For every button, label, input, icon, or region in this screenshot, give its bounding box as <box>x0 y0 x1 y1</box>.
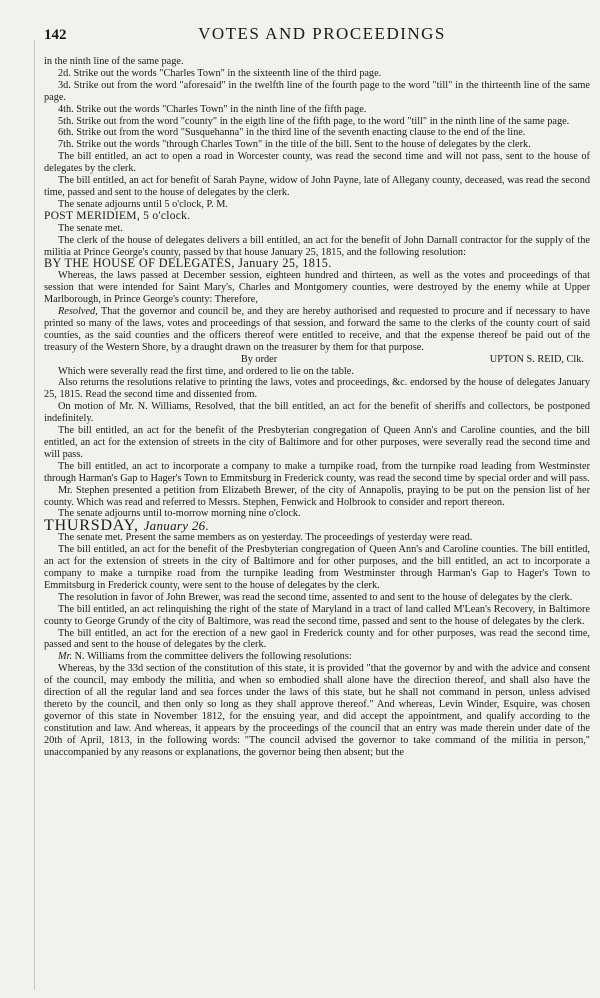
paragraph: The bill entitled, an act relinquishing the right of the state of Maryland in a tract of land called M'Lean's Recovery, in Baltimore county to George Grundy of the city of Baltimore, was read the second time, passed and sent to the house of delegates by the clerk. <box>44 603 590 627</box>
paragraph: The senate met. <box>58 222 123 234</box>
paragraph: The clerk of the house of delegates delivers a bill entitled, an act for the benefit of John Darnall contractor for the supply of the militia at Prince George's county, passed by that house January 25, 1815, and the following resolution: <box>44 234 590 258</box>
paragraph <box>44 651 590 663</box>
running-head: VOTES AND PROCEEDINGS <box>198 24 446 43</box>
paragraph: The bill entitled, an act to open a road in Worcester county, was read the second time and will not pass, sent to the house of delegates by the clerk. <box>44 151 590 175</box>
paragraph: The bill entitled, an act for the benefit of the Presbyterian congregation of Queen Ann's and Caroline counties. The bill entitled, an act for the extension of streets in the city of Baltimore and for other purposes, and the bill entitled, an act to incorporate a company to make a turnpike road from the turnpike leading from Westminster through Harman's Gap to Hager's Town to Emmitsburg in Frederick county, were sent to the house of delegates by the clerk. <box>44 544 590 591</box>
day-heading <box>44 517 590 535</box>
mr-lead: Mr. <box>58 651 73 663</box>
post-meridiem-heading: POST MERIDIEM, 5 o'clock. <box>44 209 191 222</box>
paragraph: in the ninth line of the same page. <box>44 56 184 67</box>
paragraph: The bill entitled, an act for benefit of Sarah Payne, widow of John Payne, late of Allegany county, deceased, was read the second time, passed and sent to the house of delegates by the clerk. <box>44 175 590 198</box>
paragraph: Whereas, by the 33d section of the constitution of this state, it is provided "that the governor by and with the advice and consent of the council, may embody the militia, and when so embodied shall alone have the direction thereof, and shall also have the direction of all the regular land and sea forces under the laws of this state, but he shall not command in person, unless advised thereto by the council, and then only so long as they shall approve thereof." And whereas, Levin Winder, Esquire, was chosen governor of this state in November 1812, for the ensuing year, and did accept the appointment, and qualify according to the constitution and law. And whereas, it appears by the proceedings of the council that an entry was made therein under date of the 20th of April, 1813, in the following words: "The council advised the governor to take command of the militia in person," unaccompanied by any reasons or explanations, the governor being then absent; but the <box>44 663 590 758</box>
day-date: January 26. <box>143 518 210 534</box>
committee-text: N. Williams from the committee delivers the following resolutions: <box>72 651 352 663</box>
paragraph: 5th. Strike out from the word "county" in the eigth line of the fifth page, to the word "till" in the ninth line of the same page. <box>58 115 570 127</box>
paragraph: Which were severally read the first time, and ordered to lie on the table. <box>58 365 354 377</box>
paragraph: On motion of Mr. N. Williams, Resolved, that the bill entitled, an act for the benefit of sheriffs and collectors, be postponed indefinitely. <box>44 401 590 425</box>
resolved-lead: Resolved, <box>58 306 98 318</box>
paragraph: The senate met. Present the same members as on yesterday. The proceedings of yesterday were read. <box>58 532 473 544</box>
paragraph: 3d. Strike out from the word "aforesaid" in the twelfth line of the fourth page to the word "till" in the thirteenth line of the same page. <box>44 79 590 103</box>
paragraph: Mr. Stephen presented a petition from Elizabeth Brewer, of the city of Annapolis, praying to be put on the pension list of her county. Which was read and referred to Messrs. Stephen, Fenwick and Holbrook to consider and report thereon. <box>44 484 590 508</box>
paragraph: Whereas, the laws passed at December session, eighteen hundred and thirteen, as well as the votes and proceedings of that session that were intended for Saint Mary's, Charles and Montgomery counties, were destroyed by the enemy while at Upper Marlborough, in Prince George's county: Therefore, <box>44 270 590 306</box>
paragraph: The senate adjourns until 5 o'clock, P. M. <box>58 198 229 210</box>
signature-by-order: By order <box>240 353 278 365</box>
paragraph: The resolution in favor of John Brewer, was read the second time, assented to and sent to the house of delegates by the clerk. <box>58 591 573 603</box>
house-of-delegates-heading: BY THE HOUSE OF DELEGATES, January 25, 1815. <box>44 256 332 271</box>
signature-line <box>44 354 590 366</box>
paragraph: 6th. Strike out from the word "Susquehanna" in the third line of the seventh enacting clause to the end of the line. <box>58 127 526 139</box>
gutter-shadow <box>34 40 35 990</box>
paragraph: The bill entitled, an act for the erection of a new gaol in Frederick county and for other purposes, was read the second time, passed and sent to the house of delegates by the clerk. <box>44 627 590 651</box>
paragraph: The bill entitled, an act for the benefit of the Presbyterian congregation of Queen Ann's and Caroline counties, and the bill entitled, an act for the extension of streets in the city of Baltimore and for other purposes, were severally read the second time and will pass. <box>44 425 590 460</box>
paragraph: The bill entitled, an act to incorporate a company to make a turnpike road, from the turnpike road leading from Westminster through Harman's Gap to Hager's Town to Emmitsburg in Frederick county, was read the second time by special order and will pass. <box>44 460 590 484</box>
page-body <box>44 56 590 758</box>
day-name: THURSDAY, <box>44 517 139 535</box>
signature-name: UPTON S. REID, Clk. <box>489 353 584 365</box>
paragraph: 2d. Strike out the words "Charles Town" in the sixteenth line of the third page. <box>58 67 382 79</box>
paragraph: 4th. Strike out the words "Charles Town" in the ninth line of the fifth page. <box>58 103 367 115</box>
paragraph: 7th. Strike out the words "through Charles Town" in the title of the bill. Sent to the house of delegates by the clerk. <box>58 139 531 151</box>
page-header <box>44 24 590 54</box>
page-number: 142 <box>44 27 67 43</box>
paragraph: The senate adjourns until to-morrow morning nine o'clock. <box>58 508 301 520</box>
paragraph <box>44 306 590 354</box>
resolved-text: That the governor and council be, and they are hereby authorised and requested to procure and if necessary to have printed so many of the laws, votes and proceedings of that session, and forward the same to the clerks of the county court of said counties, as the said counties and the officers thereof were entitled to receive, and that the expense thereof be paid out of the treasury of the Western Shore, by a draught drawn on the treasurer by them for that purpose. <box>44 306 590 353</box>
paragraph: Also returns the resolutions relative to printing the laws, votes and proceedings, &c. endorsed by the house of delegates January 25, 1815. Read the second time and dissented from. <box>44 377 590 401</box>
